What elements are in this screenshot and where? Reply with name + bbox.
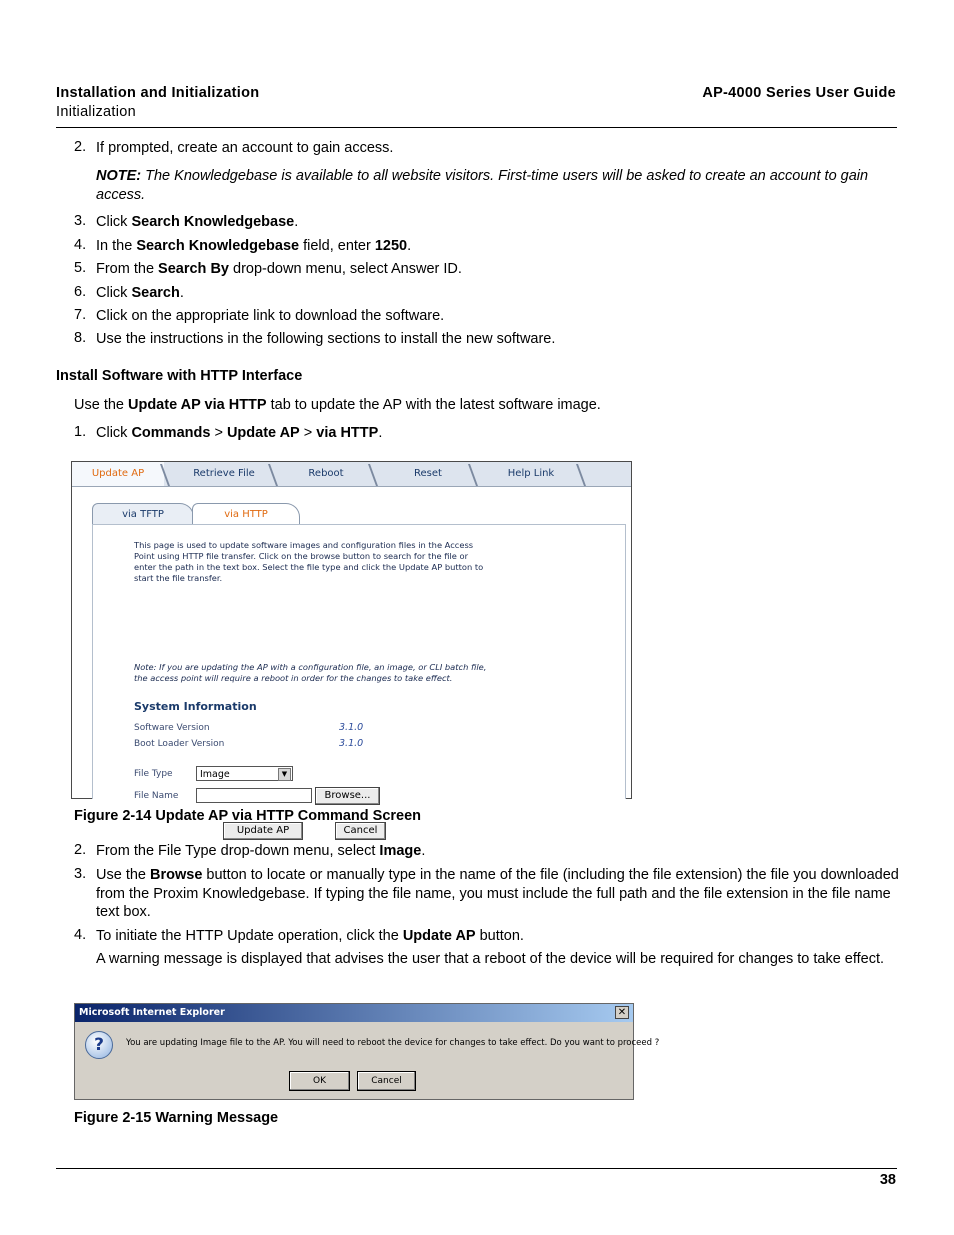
file-name-label: File Name (134, 791, 179, 801)
file-type-label: File Type (134, 769, 173, 779)
panel-note (134, 662, 486, 684)
figure-caption: Figure 2-15 Warning Message (74, 1110, 279, 1126)
tab-via-http[interactable]: via HTTP (192, 503, 300, 525)
tab-reboot[interactable]: Reboot (308, 468, 344, 479)
boot-loader-version-label: Boot Loader Version (134, 739, 225, 749)
intro-paragraph: Use the Update AP via HTTP tab to update the AP with the latest software image. (74, 397, 601, 413)
file-name-input[interactable] (196, 788, 312, 803)
step-number: 5. (74, 260, 87, 276)
step-number: 2. (74, 842, 87, 858)
description-line: Point using HTTP file transfer. Click on the browse button to search for the file or (134, 551, 468, 561)
step-number: 2. (74, 139, 87, 155)
footer-rule (56, 1168, 897, 1169)
note (96, 167, 896, 204)
chevron-down-icon[interactable]: ▼ (278, 768, 291, 781)
step-text: From the File Type drop-down menu, select Image. (96, 843, 426, 859)
system-information-title: System Information (134, 700, 257, 713)
description-line: This page is used to update software images and configuration files in the Access (134, 540, 474, 550)
main-tab-bar (72, 462, 631, 487)
dialog-title: Microsoft Internet Explorer (75, 1004, 633, 1022)
step-number: 4. (74, 927, 87, 943)
ok-button[interactable]: OK (289, 1071, 350, 1091)
tab-via-tftp[interactable]: via TFTP (92, 503, 194, 525)
tab-update-ap[interactable]: Update AP (72, 462, 164, 486)
page-number: 38 (879, 1172, 896, 1188)
step-text: Click on the appropriate link to download the software. (96, 308, 445, 324)
tab-separator (576, 464, 596, 486)
step-text: Use the Browse button to locate or manually type in the name of the file (including the file extension) the file you downloaded from the Proxim Knowledgebase. If typing the file name, you must include the full path and the file extension in the file name text box. (96, 867, 899, 920)
step-number: 3. (74, 866, 87, 882)
warning-paragraph: A warning message is displayed that advises the user that a reboot of the device will be required for changes to take effect. (96, 951, 885, 967)
step-text: In the Search Knowledgebase field, enter 1250. (96, 238, 412, 254)
step-text: From the Search By drop-down menu, select Answer ID. (96, 261, 462, 277)
step-text: Click Commands > Update AP > via HTTP. (96, 425, 383, 441)
note-label: NOTE: (96, 168, 142, 184)
step-text: Use the instructions in the following sections to install the new software. (96, 331, 556, 347)
step-number: 7. (74, 307, 87, 323)
software-version-label: Software Version (134, 723, 210, 733)
step-text: If prompted, create an account to gain access. (96, 140, 394, 156)
step-number: 1. (74, 424, 87, 440)
section-heading: Install Software with HTTP Interface (56, 368, 303, 384)
header-guide-title: AP-4000 Series User Guide (702, 85, 896, 101)
file-type-value: Image (200, 769, 230, 780)
software-version-value: 3.1.0 (339, 722, 364, 733)
step-text: Click Search Knowledgebase. (96, 214, 299, 230)
header-subsection: Initialization (56, 104, 136, 120)
note-line: Note: If you are updating the AP with a configuration file, an image, or CLI batch file, (134, 662, 487, 672)
note-line: the access point will require a reboot in order for the changes to take effect. (134, 673, 453, 683)
description-line: start the file transfer. (134, 573, 223, 583)
tab-reset[interactable]: Reset (414, 468, 442, 479)
question-icon: ? (85, 1031, 113, 1059)
boot-loader-version-value: 3.1.0 (339, 738, 364, 749)
update-ap-button[interactable]: Update AP (223, 822, 303, 840)
tab-retrieve-file[interactable]: Retrieve File (193, 468, 255, 479)
header-section: Installation and Initialization (56, 85, 260, 101)
file-type-select[interactable] (196, 766, 293, 781)
tab-help-link[interactable]: Help Link (507, 468, 555, 479)
description-line: enter the path in the text box. Select the file type and click the Update AP button to (134, 562, 484, 572)
subtab-bar (92, 503, 624, 525)
step-text: Click Search. (96, 285, 184, 301)
close-icon[interactable]: ✕ (615, 1006, 629, 1019)
browse-button[interactable]: Browse... (315, 787, 380, 805)
cancel-button[interactable]: Cancel (335, 822, 386, 840)
header-rule (56, 127, 897, 128)
figure-caption: Figure 2-14 Update AP via HTTP Command Screen (74, 808, 422, 824)
step-number: 4. (74, 237, 87, 253)
warning-dialog-screenshot (74, 1003, 660, 1100)
note-text: The Knowledgebase is available to all website visitors. First-time users will be asked to create an account to gain access. (96, 168, 869, 203)
step-text: To initiate the HTTP Update operation, click the Update AP button. (96, 928, 524, 944)
step-number: 3. (74, 213, 87, 229)
dialog-message: You are updating Image file to the AP. You will need to reboot the device for changes to take effect. Do you want to proceed ? (126, 1038, 660, 1048)
step-number: 8. (74, 330, 87, 346)
step-number: 6. (74, 284, 87, 300)
dialog-cancel-button[interactable]: Cancel (357, 1071, 416, 1091)
